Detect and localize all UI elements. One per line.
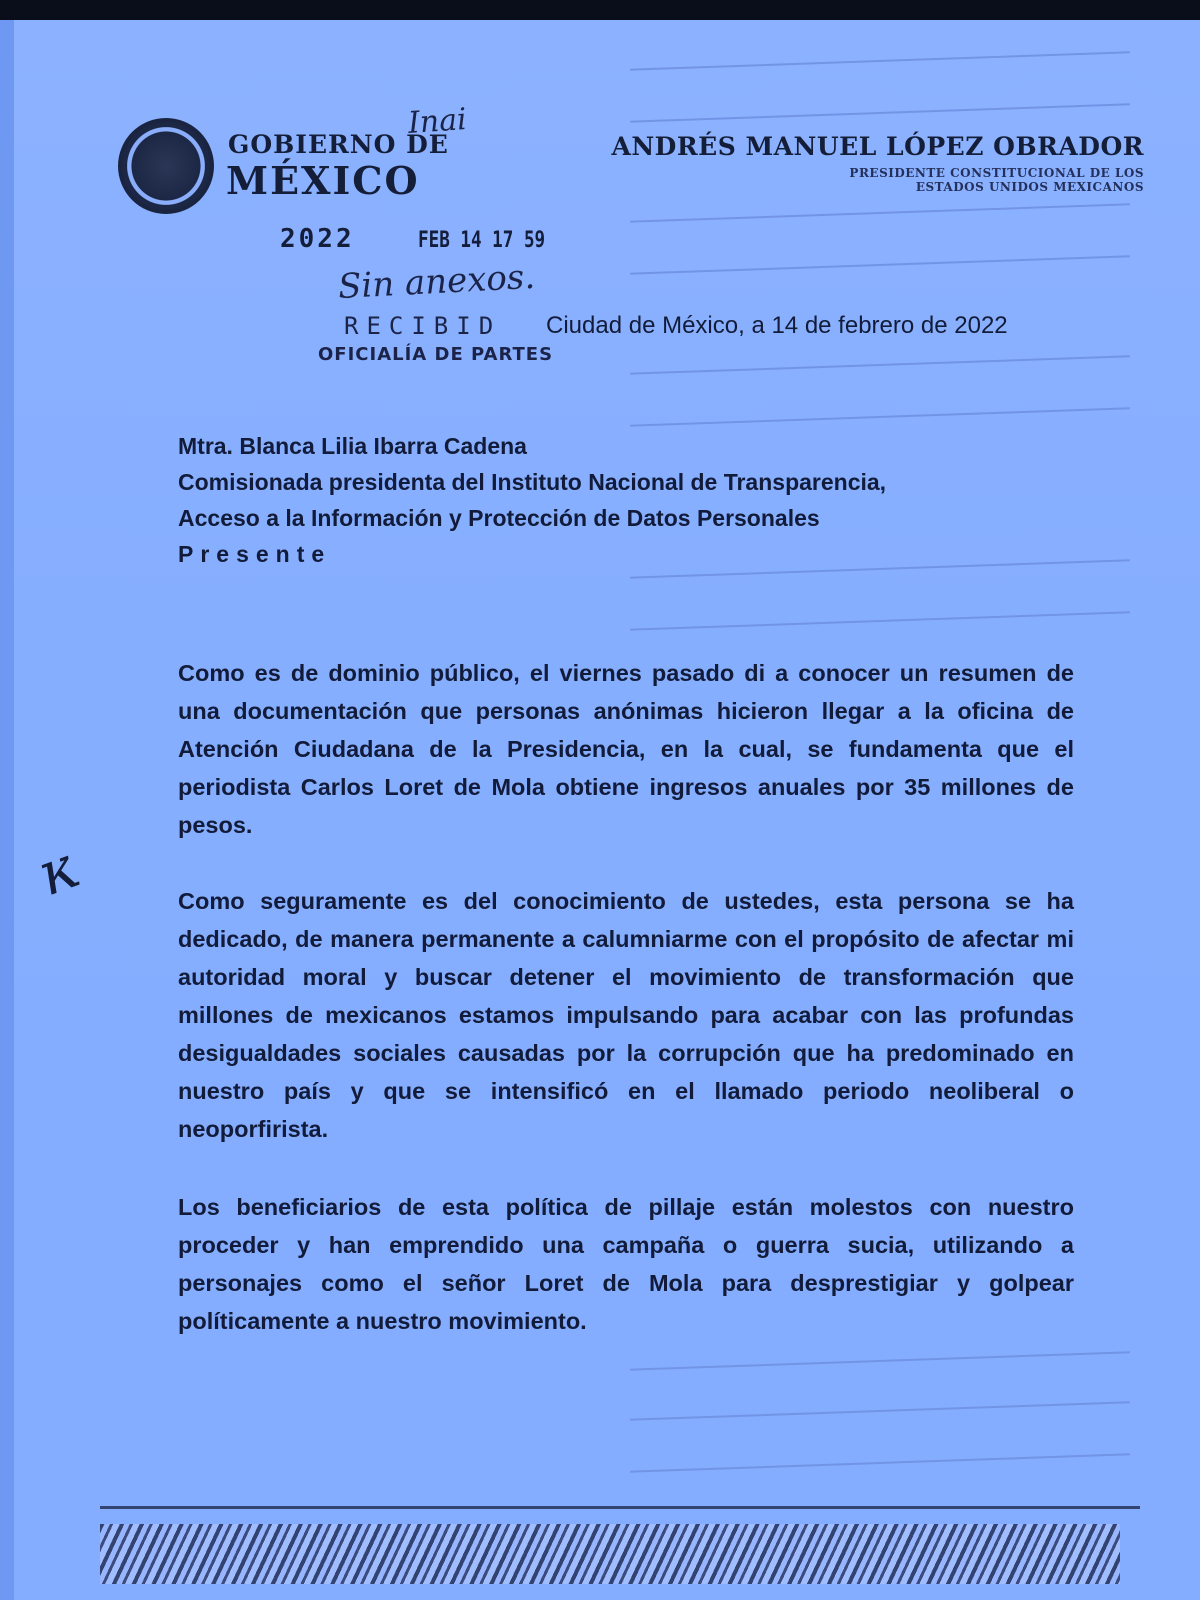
handwritten-initial-mark: ĸ bbox=[29, 831, 88, 911]
recipient-position-1: Comisionada presidenta del Instituto Nacional de Transparencia, bbox=[178, 469, 887, 495]
notebook-rule bbox=[630, 203, 1130, 222]
notebook-rule bbox=[630, 1453, 1130, 1472]
stamp-year: 2022 bbox=[280, 224, 355, 254]
president-title-line-1: PRESIDENTE CONSTITUCIONAL DE LOS bbox=[849, 166, 1144, 180]
received-stamp: RECIBID bbox=[344, 312, 502, 340]
place-date: Ciudad de México, a 14 de febrero de 2022 bbox=[546, 312, 1008, 339]
president-name: ANDRÉS MANUEL LÓPEZ OBRADOR bbox=[611, 132, 1144, 161]
screen-top-bar bbox=[0, 0, 1200, 20]
president-title bbox=[764, 166, 1144, 194]
notebook-rule bbox=[630, 51, 1130, 70]
notebook-rule bbox=[630, 255, 1130, 274]
president-title-line-2: ESTADOS UNIDOS MEXICANOS bbox=[915, 180, 1144, 194]
notebook-rule bbox=[630, 1401, 1130, 1420]
gobierno-label: GOBIERNO DE bbox=[228, 130, 449, 159]
office-stamp: OFICIALÍA DE PARTES bbox=[318, 344, 554, 365]
notebook-rule bbox=[630, 1351, 1130, 1370]
notebook-rule bbox=[630, 611, 1130, 630]
notebook-rule bbox=[630, 103, 1130, 122]
handwritten-note: Sin anexos. bbox=[337, 256, 536, 308]
body-paragraph-2: Como seguramente es del conocimiento de ustedes, esta persona se ha dedicado, de manera permanente a calumniarme con el propósito de afectar mi autoridad moral y buscar detener el movimiento de transformación que millones de mexicanos estamos impulsando para acabar con las profundas desigualdades sociales causadas por la corrupción que ha predominado en nuestro país y que se intensificó en el llamado periodo neoliberal o neoporfirista. bbox=[178, 888, 1074, 1142]
handwritten-inai: Inai bbox=[406, 101, 468, 142]
body-paragraph-1: Como es de dominio público, el viernes pasado di a conocer un resumen de una documentación que personas anónimas hicieron llegar a la oficina de Atención Ciudadana de la Presidencia, en la cual, se fundamenta que el periodista Carlos Loret de Mola obtiene ingresos anuales por 35 millones de pesos. bbox=[178, 660, 1074, 838]
recipient-block bbox=[178, 428, 1078, 572]
greeting: Presente bbox=[178, 541, 332, 567]
government-seal-icon bbox=[118, 118, 214, 214]
footer-decorative-band bbox=[100, 1524, 1120, 1584]
mexico-label: MÉXICO bbox=[226, 158, 420, 203]
stamp-date-time: FEB 14 17 59 bbox=[418, 228, 546, 253]
notebook-rule bbox=[630, 407, 1130, 426]
paper-left-edge bbox=[0, 20, 14, 1600]
notebook-rule bbox=[630, 355, 1130, 374]
footer-divider bbox=[100, 1506, 1140, 1509]
recipient-position-2: Acceso a la Información y Protección de Datos Personales bbox=[178, 505, 820, 531]
body-paragraph-3: Los beneficiarios de esta política de pillaje están molestos con nuestro proceder y han emprendido una campaña o guerra sucia, utilizando a personajes como el señor Loret de Mola para desprestigiar y golpear políticamente a nuestro movimiento. bbox=[178, 1194, 1074, 1334]
recipient-name: Mtra. Blanca Lilia Ibarra Cadena bbox=[178, 433, 527, 459]
